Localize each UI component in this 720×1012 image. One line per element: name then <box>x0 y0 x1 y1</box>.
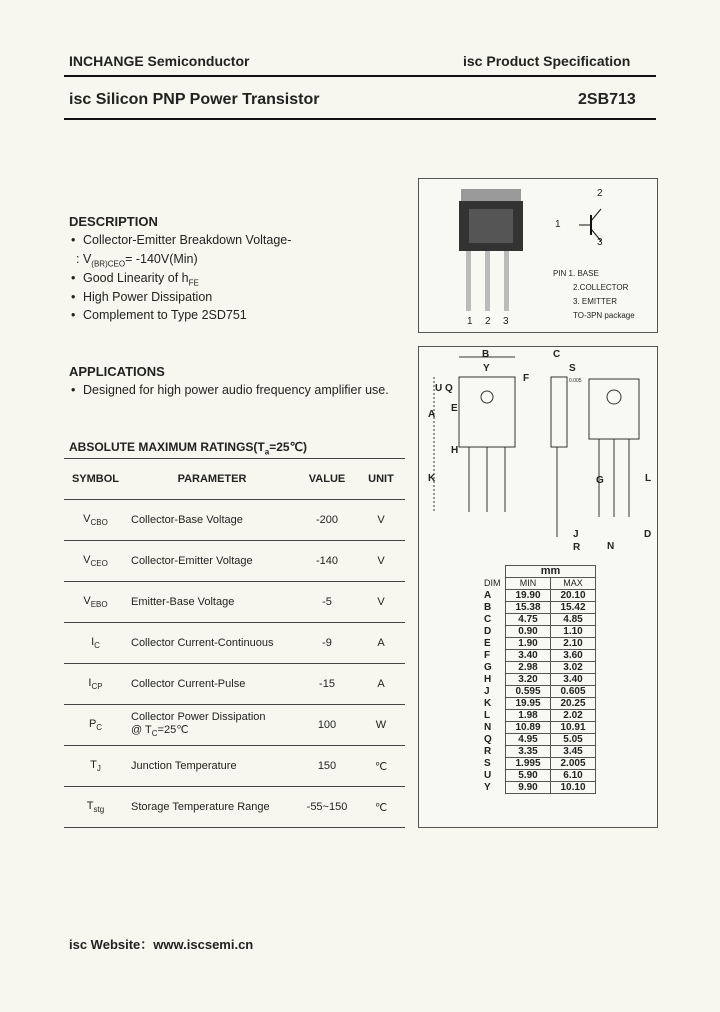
col-parameter: PARAMETER <box>127 459 297 500</box>
table-row <box>64 664 405 705</box>
dim-letter-b: B <box>482 349 490 360</box>
mount-hole <box>481 391 493 403</box>
dim-cell: L <box>484 710 491 721</box>
sym-sub: C <box>96 723 103 733</box>
sym: T <box>90 758 97 771</box>
front-body <box>459 377 515 447</box>
table-row <box>64 746 405 787</box>
spec-prefix: isc <box>463 53 483 69</box>
max-cell: 3.02 <box>551 662 596 674</box>
dim-cell: D <box>484 626 492 637</box>
photo-pin-3: 3 <box>503 316 509 327</box>
param-line-2 <box>131 723 297 738</box>
dim-cell: J <box>484 686 490 697</box>
min-cell: 2.98 <box>506 662 551 674</box>
col-value: VALUE <box>297 459 357 500</box>
title-text: Silicon PNP Power Transistor <box>95 91 320 108</box>
unit-cell: V <box>357 541 405 582</box>
desc-bullet-1: • Collector-Emitter Breakdown Voltage- <box>71 233 292 247</box>
header-rule-bottom <box>64 118 656 120</box>
company-name: INCHANGE Semiconductor <box>69 53 250 69</box>
unit-cell: V <box>357 500 405 541</box>
min-cell: 4.95 <box>506 734 551 746</box>
col-symbol: SYMBOL <box>64 459 127 500</box>
min-cell: 15.38 <box>506 602 551 614</box>
dim-cell: U <box>484 770 492 781</box>
dim-letter-h: H <box>451 445 459 456</box>
max-cell: 3.40 <box>551 674 596 686</box>
lead-2 <box>485 251 490 311</box>
value-cell: -15 <box>297 664 357 705</box>
doc-title <box>69 91 319 109</box>
max-cell: 2.005 <box>551 758 596 770</box>
vbr-value: = -140V(Min) <box>125 252 198 266</box>
min-cell: 0.90 <box>506 626 551 638</box>
dim-col-dim: DIM <box>484 578 501 588</box>
param2-end: =25℃ <box>157 724 189 737</box>
max-cell: 3.45 <box>551 746 596 758</box>
unit-cell: ℃ <box>357 787 405 828</box>
table-row <box>481 626 596 638</box>
dim-letter-n: N <box>607 541 615 552</box>
back-body <box>589 379 639 439</box>
param-cell: Junction Temperature <box>127 746 297 787</box>
table-row <box>64 500 405 541</box>
min-cell: 1.995 <box>506 758 551 770</box>
app-bullet: • Designed for high power audio frequency amplifier use. <box>71 383 389 397</box>
desc-bullet-1-value: : $V_{(BR)CEO}= -140V(Min)$ <box>76 252 198 269</box>
value-cell: -140 <box>297 541 357 582</box>
table-row <box>481 638 596 650</box>
footer <box>69 934 253 953</box>
table-row <box>481 590 596 602</box>
ratings-heading-text: ABSOLUTE MAXIMUM RATINGS(T <box>69 440 265 454</box>
dim-letter-k: K <box>428 473 436 484</box>
sym: I <box>88 676 92 689</box>
symbol-cell <box>64 705 127 746</box>
value-cell: -200 <box>297 500 357 541</box>
dim-unit-row <box>481 566 596 578</box>
desc-bullet-4: • Complement to Type 2SD751 <box>71 308 247 322</box>
sym-sub: CBO <box>90 518 108 528</box>
max-cell: 20.25 <box>551 698 596 710</box>
value-cell: 150 <box>297 746 357 787</box>
dim-letter-y: Y <box>483 363 490 374</box>
dim-cell: N <box>484 722 492 733</box>
side-body <box>551 377 567 447</box>
table-row <box>64 582 405 623</box>
symbol-pin-2: 2 <box>597 188 603 199</box>
sym: P <box>88 717 97 730</box>
footer-url[interactable]: www.iscsemi.cn <box>153 937 254 952</box>
unit-cell: V <box>357 582 405 623</box>
vbr-symbol: V <box>82 252 92 266</box>
dim-cell: Y <box>484 782 491 793</box>
vbr-sub: (BR)CEO <box>91 259 126 269</box>
ratings-heading-end: =25℃) <box>269 440 308 454</box>
symbol-pin-3: 3 <box>597 237 603 248</box>
collector-line <box>591 209 601 221</box>
table-row <box>481 722 596 734</box>
die-shape <box>469 209 513 243</box>
applications-heading: APPLICATIONS <box>69 364 165 379</box>
unit-cell: A <box>357 664 405 705</box>
sym: V <box>83 553 91 566</box>
dim-col-max: MAX <box>551 578 596 590</box>
unit-cell: ℃ <box>357 746 405 787</box>
lead-3 <box>504 251 509 311</box>
table-row <box>481 734 596 746</box>
dim-letter-s: S <box>569 363 576 374</box>
table-row <box>481 614 596 626</box>
dim-cell: K <box>484 698 492 709</box>
dim-cell: A <box>484 590 492 601</box>
dim-cell: S <box>484 758 491 769</box>
table-row <box>481 686 596 698</box>
unit-cell: W <box>357 705 405 746</box>
dim-letter-f: F <box>523 373 530 384</box>
table-row <box>481 662 596 674</box>
sym-sub: EBO <box>90 600 108 610</box>
param-cell <box>127 705 297 746</box>
max-cell: 5.05 <box>551 734 596 746</box>
symbol-pin-1: 1 <box>555 219 561 230</box>
max-cell: 4.85 <box>551 614 596 626</box>
dim-letter-g: G <box>596 475 604 486</box>
spec-label <box>463 53 630 69</box>
dim-letter-j: J <box>573 529 579 540</box>
desc-bullet-2: • Good Linearity of $h_{FE}$ <box>71 271 199 288</box>
value-cell: -5 <box>297 582 357 623</box>
spec-text: Product Specification <box>486 53 631 69</box>
value-cell: -55~150 <box>297 787 357 828</box>
dim-letter-e: E <box>451 403 458 414</box>
table-row <box>481 650 596 662</box>
title-prefix: isc <box>69 91 92 108</box>
table-row <box>64 705 405 746</box>
min-cell: 5.90 <box>506 770 551 782</box>
dim-letter-r: R <box>573 542 581 553</box>
min-cell: 3.40 <box>506 650 551 662</box>
dim-letter-q: Q <box>445 383 453 394</box>
max-cell: 0.605 <box>551 686 596 698</box>
dimension-table <box>481 565 596 794</box>
dim-header-row <box>481 578 596 590</box>
max-cell: 2.02 <box>551 710 596 722</box>
dim-cell: Q <box>484 734 492 745</box>
back-hole <box>607 390 621 404</box>
symbol-cell <box>64 541 127 582</box>
table-row <box>481 698 596 710</box>
param-cell: Collector-Emitter Voltage <box>127 541 297 582</box>
photo-pin-2: 2 <box>485 316 491 327</box>
dim-letter-d: D <box>644 529 652 540</box>
value-cell: 100 <box>297 705 357 746</box>
param-cell: Collector-Base Voltage <box>127 500 297 541</box>
sym: T <box>86 799 94 812</box>
col-unit: UNIT <box>357 459 405 500</box>
transistor-photo <box>419 179 657 332</box>
max-cell: 10.91 <box>551 722 596 734</box>
symbol-cell <box>64 746 127 787</box>
table-row <box>481 782 596 794</box>
sym: V <box>83 594 91 607</box>
desc-bullet-2-text: Good Linearity of h <box>83 271 189 285</box>
dim-cell: H <box>484 674 492 685</box>
table-row <box>481 602 596 614</box>
min-cell: 19.95 <box>506 698 551 710</box>
s-note: 0.005 <box>569 378 582 384</box>
max-cell: 1.10 <box>551 626 596 638</box>
table-row <box>481 758 596 770</box>
pin2-label: 2.COLLECTOR <box>573 283 629 292</box>
dim-cell: B <box>484 602 492 613</box>
package-label: TO-3PN package <box>573 311 635 320</box>
dim-letter-a: A <box>428 409 436 420</box>
dim-letter-l: L <box>645 473 652 484</box>
table-row <box>481 710 596 722</box>
max-cell: 10.10 <box>551 782 596 794</box>
symbol-cell <box>64 623 127 664</box>
pin3-label: 3. EMITTER <box>573 297 618 306</box>
tab-shape <box>461 189 521 203</box>
ratings-heading-sub: a <box>264 447 270 457</box>
min-cell: 19.90 <box>506 590 551 602</box>
symbol-cell <box>64 664 127 705</box>
dim-blank <box>481 566 506 578</box>
ratings-heading <box>69 440 307 456</box>
dim-cell: F <box>484 650 491 661</box>
param2: @ T <box>131 724 152 737</box>
symbol-cell <box>64 582 127 623</box>
sym-sub: J <box>96 764 101 774</box>
sym-sub: CP <box>91 682 103 692</box>
sym: V <box>83 512 91 525</box>
desc-bullet-3: • High Power Dissipation <box>71 290 213 304</box>
min-cell: 10.89 <box>506 722 551 734</box>
dim-cell: G <box>484 662 492 673</box>
header-rule-top <box>64 75 656 77</box>
param-cell: Emitter-Base Voltage <box>127 582 297 623</box>
param-cell: Collector Current-Continuous <box>127 623 297 664</box>
min-cell: 1.98 <box>506 710 551 722</box>
unit-cell: A <box>357 623 405 664</box>
dim-letter-u: U <box>435 383 443 394</box>
desc-bullet-1-text: Collector-Emitter Breakdown Voltage- <box>83 233 292 247</box>
param-line-1: Collector Power Dissipation <box>131 711 266 724</box>
table-row <box>64 541 405 582</box>
table-row <box>481 770 596 782</box>
param2-sub: C <box>151 729 158 739</box>
max-cell: 20.10 <box>551 590 596 602</box>
min-cell: 1.90 <box>506 638 551 650</box>
sym-sub: C <box>94 641 100 651</box>
min-cell: 9.90 <box>506 782 551 794</box>
min-cell: 3.20 <box>506 674 551 686</box>
sym-sub: CEO <box>90 559 108 569</box>
symbol-cell <box>64 500 127 541</box>
sym-sub: stg <box>93 805 105 815</box>
value-cell: -9 <box>297 623 357 664</box>
photo-pin-1: 1 <box>467 316 473 327</box>
package-box <box>418 178 658 333</box>
table-row <box>481 746 596 758</box>
param-cell: Collector Current-Pulse <box>127 664 297 705</box>
max-cell: 6.10 <box>551 770 596 782</box>
part-number: 2SB713 <box>578 91 636 108</box>
min-cell: 3.35 <box>506 746 551 758</box>
hfe-sub: FE <box>188 278 199 288</box>
table-row <box>64 623 405 664</box>
desc-bullet-4-text: Complement to Type 2SD751 <box>83 308 247 322</box>
dim-col-min: MIN <box>506 578 551 590</box>
max-cell: 2.10 <box>551 638 596 650</box>
table-row <box>481 674 596 686</box>
description-heading: DESCRIPTION <box>69 214 158 229</box>
symbol-cell <box>64 787 127 828</box>
max-cell: 15.42 <box>551 602 596 614</box>
param-cell: Storage Temperature Range <box>127 787 297 828</box>
min-cell: 0.595 <box>506 686 551 698</box>
dim-cell: R <box>484 746 492 757</box>
max-cell: 3.60 <box>551 650 596 662</box>
lead-1 <box>466 251 471 311</box>
dim-cell: E <box>484 638 491 649</box>
app-bullet-text: Designed for high power audio frequency amplifier use. <box>83 383 389 397</box>
desc-bullet-3-text: High Power Dissipation <box>83 290 213 304</box>
table-row <box>64 787 405 828</box>
sym: I <box>91 635 95 648</box>
min-cell: 4.75 <box>506 614 551 626</box>
dim-letter-c: C <box>553 349 561 360</box>
ratings-header-row <box>64 459 405 500</box>
footer-label: isc Website： <box>69 937 154 952</box>
ratings-table <box>64 458 405 828</box>
pin1-label: PIN 1. BASE <box>553 269 599 278</box>
dim-unit: mm <box>506 566 596 578</box>
dim-cell: C <box>484 614 492 625</box>
